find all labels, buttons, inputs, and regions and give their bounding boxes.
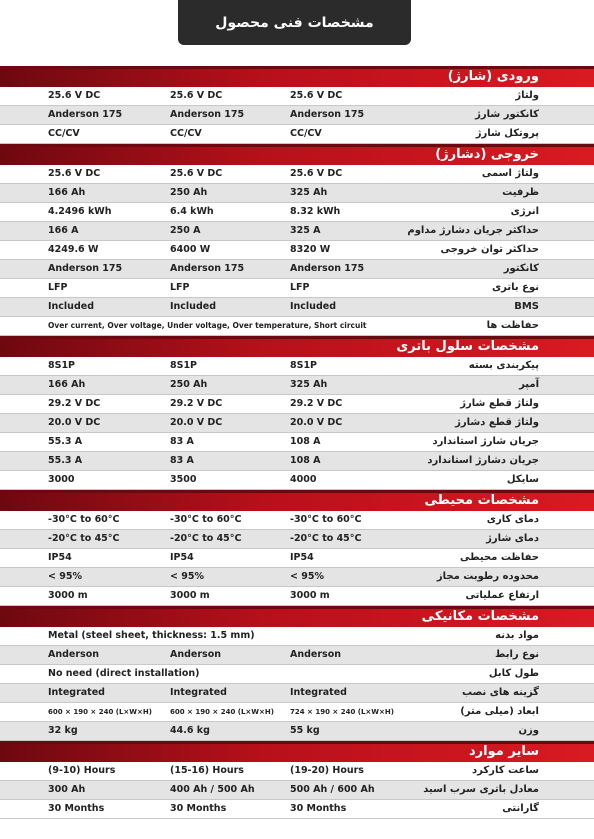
- spec-label: معادل باتری سرب اسید: [423, 784, 539, 795]
- spec-value-model-2: 400 Ah / 500 Ah: [170, 784, 255, 795]
- spec-value-model-3: -30°C to 60°C: [290, 514, 362, 525]
- spec-value-model-3: 4000: [290, 474, 317, 485]
- spec-label: گارانتی: [502, 803, 539, 814]
- spec-label: ارتفاع عملیاتی: [465, 590, 539, 601]
- spec-label: سایکل: [506, 474, 539, 485]
- spec-value-model-3: 724 × 190 × 240 (L×W×H): [290, 708, 394, 716]
- spec-row: [0, 125, 594, 144]
- spec-label: ابعاد (میلی متر): [460, 706, 539, 717]
- spec-row: [0, 762, 594, 781]
- spec-row: [0, 703, 594, 722]
- section-title: مشخصات سلول باتری: [396, 339, 539, 354]
- spec-value-model-2: 83 A: [170, 455, 194, 466]
- spec-label: گزینه های نصب: [462, 687, 539, 698]
- spec-label: طول کابل: [488, 668, 539, 679]
- spec-value-model-1: 25.6 V DC: [48, 168, 101, 179]
- section-header: [0, 144, 594, 165]
- spec-value-model-1: 600 × 190 × 240 (L×W×H): [48, 708, 152, 716]
- spec-row: [0, 684, 594, 703]
- spec-value-model-1: CC/CV: [48, 128, 80, 139]
- spec-value-model-3: LFP: [290, 282, 310, 293]
- spec-row: [0, 106, 594, 125]
- spec-label: محدوده رطوبت مجاز: [436, 571, 539, 582]
- spec-value-model-2: 25.6 V DC: [170, 168, 223, 179]
- spec-value-model-3: 325 Ah: [290, 379, 328, 390]
- spec-value-model-1: 29.2 V DC: [48, 398, 101, 409]
- spec-value-model-2: 250 A: [170, 225, 201, 236]
- spec-row: [0, 627, 594, 646]
- spec-value-model-2: Integrated: [170, 687, 227, 698]
- spec-row: [0, 722, 594, 741]
- spec-row: [0, 800, 594, 819]
- spec-label: انرژی: [510, 206, 539, 217]
- spec-value-model-3: 108 A: [290, 436, 321, 447]
- spec-row: [0, 222, 594, 241]
- spec-row: [0, 549, 594, 568]
- spec-label: حداکثر توان خروجی: [440, 244, 539, 255]
- spec-label: حفاظت محیطی: [460, 552, 539, 563]
- spec-value-model-2: 25.6 V DC: [170, 90, 223, 101]
- spec-value-model-2: 29.2 V DC: [170, 398, 223, 409]
- spec-value-model-1: 8S1P: [48, 360, 76, 371]
- spec-row: [0, 241, 594, 260]
- spec-label: BMS: [514, 301, 539, 312]
- spec-value-model-2: < 95%: [170, 571, 205, 582]
- spec-value-model-2: 20.0 V DC: [170, 417, 223, 428]
- spec-row: [0, 279, 594, 298]
- spec-row: [0, 395, 594, 414]
- spec-value-model-3: (19-20) Hours: [290, 765, 364, 776]
- spec-value-model-3: 325 A: [290, 225, 321, 236]
- spec-value-model-1: 55.3 A: [48, 436, 83, 447]
- spec-value-model-3: CC/CV: [290, 128, 322, 139]
- spec-value-model-1: Included: [48, 301, 94, 312]
- spec-value-model-3: 20.0 V DC: [290, 417, 343, 428]
- spec-row: [0, 184, 594, 203]
- spec-label: پیکربندی بسته: [468, 360, 539, 371]
- spec-value-model-1: Anderson: [48, 649, 99, 660]
- spec-value-model-1: (9-10) Hours: [48, 765, 116, 776]
- spec-value-model-1: IP54: [48, 552, 72, 563]
- spec-value-model-3: Integrated: [290, 687, 347, 698]
- spec-label: ولتاژ اسمی: [481, 168, 539, 179]
- spec-value-model-2: 600 × 190 × 240 (L×W×H): [170, 708, 274, 716]
- page-title-banner: [178, 0, 411, 45]
- spec-value-model-1: 166 A: [48, 225, 79, 236]
- spec-row: [0, 568, 594, 587]
- spec-label: جریان دشارژ استاندارد: [427, 455, 539, 466]
- spec-value-model-3: 8.32 kWh: [290, 206, 341, 217]
- spec-value-model-2: -20°C to 45°C: [170, 533, 242, 544]
- section-header: [0, 336, 594, 357]
- spec-value-model-3: Anderson 175: [290, 263, 365, 274]
- spec-value-model-1: LFP: [48, 282, 68, 293]
- spec-row: [0, 587, 594, 606]
- section-header: [0, 66, 594, 87]
- spec-value-model-3: -20°C to 45°C: [290, 533, 362, 544]
- spec-value-full: Over current, Over voltage, Under voltage, Over temperature, Short circuit: [48, 321, 367, 330]
- spec-value-model-1: Integrated: [48, 687, 105, 698]
- section-title: خروجی (دشارژ): [435, 147, 539, 162]
- spec-label: ولتاژ قطع دشارژ: [455, 417, 539, 428]
- page-title: مشخصات فنی محصول: [215, 14, 374, 31]
- section-header: [0, 741, 594, 762]
- spec-value-model-2: Anderson 175: [170, 109, 245, 120]
- spec-label: وزن: [518, 725, 539, 736]
- spec-value-model-2: 6400 W: [170, 244, 211, 255]
- spec-value-model-2: 30 Months: [170, 803, 227, 814]
- spec-label: حداکثر جریان دشارژ مداوم: [407, 225, 539, 236]
- spec-value-model-2: CC/CV: [170, 128, 202, 139]
- section-title: سایر موارد: [469, 744, 539, 759]
- spec-value-model-1: 25.6 V DC: [48, 90, 101, 101]
- spec-row: [0, 414, 594, 433]
- section-title: مشخصات مکانیکی: [421, 609, 539, 624]
- spec-value-model-2: (15-16) Hours: [170, 765, 244, 776]
- spec-value-model-2: Anderson: [170, 649, 221, 660]
- section-title: ورودی (شارژ): [447, 69, 539, 84]
- spec-row: [0, 165, 594, 184]
- spec-value-model-1: Anderson 175: [48, 263, 123, 274]
- spec-value-model-2: 6.4 kWh: [170, 206, 214, 217]
- spec-label: حفاظت ها: [486, 320, 539, 331]
- spec-value-model-1: 20.0 V DC: [48, 417, 101, 428]
- spec-value-model-3: IP54: [290, 552, 314, 563]
- spec-sections: [0, 66, 594, 819]
- spec-label: ساعت کارکرد: [472, 765, 539, 776]
- spec-value-model-3: 30 Months: [290, 803, 347, 814]
- spec-value-model-1: 4.2496 kWh: [48, 206, 112, 217]
- spec-value-model-2: -30°C to 60°C: [170, 514, 242, 525]
- spec-label: آمپر: [519, 379, 539, 390]
- spec-value-model-3: < 95%: [290, 571, 325, 582]
- spec-value-model-1: < 95%: [48, 571, 83, 582]
- spec-value-model-2: 83 A: [170, 436, 194, 447]
- spec-value-model-2: 3500: [170, 474, 197, 485]
- spec-label: نوع رابط: [495, 649, 539, 660]
- spec-value-model-2: 250 Ah: [170, 379, 208, 390]
- spec-value-model-3: 8320 W: [290, 244, 331, 255]
- spec-label: ولتاژ: [515, 90, 539, 101]
- spec-row: [0, 665, 594, 684]
- spec-value-model-1: -30°C to 60°C: [48, 514, 120, 525]
- spec-label: کانکتور شارژ: [475, 109, 539, 120]
- spec-label: نوع باتری: [492, 282, 539, 293]
- spec-value-model-3: 8S1P: [290, 360, 318, 371]
- spec-value-full: No need (direct installation): [48, 668, 200, 679]
- spec-value-model-1: 32 kg: [48, 725, 78, 736]
- spec-row: [0, 530, 594, 549]
- spec-value-model-3: 25.6 V DC: [290, 90, 343, 101]
- spec-value-model-1: 166 Ah: [48, 187, 86, 198]
- spec-row: [0, 471, 594, 490]
- spec-value-model-1: 30 Months: [48, 803, 105, 814]
- spec-label: دمای کاری: [486, 514, 539, 525]
- spec-label: پروتکل شارژ: [475, 128, 539, 139]
- spec-row: [0, 376, 594, 395]
- spec-row: [0, 317, 594, 336]
- spec-row: [0, 357, 594, 376]
- spec-value-model-2: Anderson 175: [170, 263, 245, 274]
- spec-value-model-3: 500 Ah / 600 Ah: [290, 784, 375, 795]
- section-header: [0, 606, 594, 627]
- spec-value-full: Metal (steel sheet, thickness: 1.5 mm): [48, 630, 255, 641]
- section-title: مشخصات محیطی: [424, 493, 539, 508]
- spec-value-model-1: 300 Ah: [48, 784, 86, 795]
- spec-value-model-1: 3000 m: [48, 590, 88, 601]
- spec-row: [0, 433, 594, 452]
- spec-value-model-3: Included: [290, 301, 336, 312]
- spec-label: دمای شارژ: [486, 533, 539, 544]
- spec-label: جریان شارژ استاندارد: [432, 436, 539, 447]
- spec-row: [0, 203, 594, 222]
- spec-value-model-2: 44.6 kg: [170, 725, 210, 736]
- spec-row: [0, 646, 594, 665]
- spec-row: [0, 511, 594, 530]
- spec-value-model-3: 108 A: [290, 455, 321, 466]
- spec-value-model-1: -20°C to 45°C: [48, 533, 120, 544]
- spec-value-model-3: Anderson: [290, 649, 341, 660]
- spec-value-model-1: 3000: [48, 474, 75, 485]
- spec-value-model-1: 4249.6 W: [48, 244, 99, 255]
- section-header: [0, 490, 594, 511]
- spec-label: کانکتور: [503, 263, 539, 274]
- spec-value-model-3: 29.2 V DC: [290, 398, 343, 409]
- spec-value-model-2: Included: [170, 301, 216, 312]
- spec-value-model-2: LFP: [170, 282, 190, 293]
- spec-row: [0, 87, 594, 106]
- spec-value-model-3: 55 kg: [290, 725, 320, 736]
- spec-value-model-3: 25.6 V DC: [290, 168, 343, 179]
- spec-row: [0, 260, 594, 279]
- spec-value-model-2: 3000 m: [170, 590, 210, 601]
- spec-value-model-3: Anderson 175: [290, 109, 365, 120]
- spec-value-model-1: 55.3 A: [48, 455, 83, 466]
- spec-value-model-1: 166 Ah: [48, 379, 86, 390]
- spec-label: ظرفیت: [502, 187, 539, 198]
- spec-value-model-3: 325 Ah: [290, 187, 328, 198]
- spec-label: مواد بدنه: [495, 630, 539, 641]
- spec-row: [0, 452, 594, 471]
- spec-value-model-3: 3000 m: [290, 590, 330, 601]
- spec-row: [0, 781, 594, 800]
- spec-value-model-2: 250 Ah: [170, 187, 208, 198]
- spec-value-model-2: IP54: [170, 552, 194, 563]
- spec-label: ولتاژ قطع شارژ: [460, 398, 539, 409]
- spec-value-model-2: 8S1P: [170, 360, 198, 371]
- spec-row: [0, 298, 594, 317]
- spec-value-model-1: Anderson 175: [48, 109, 123, 120]
